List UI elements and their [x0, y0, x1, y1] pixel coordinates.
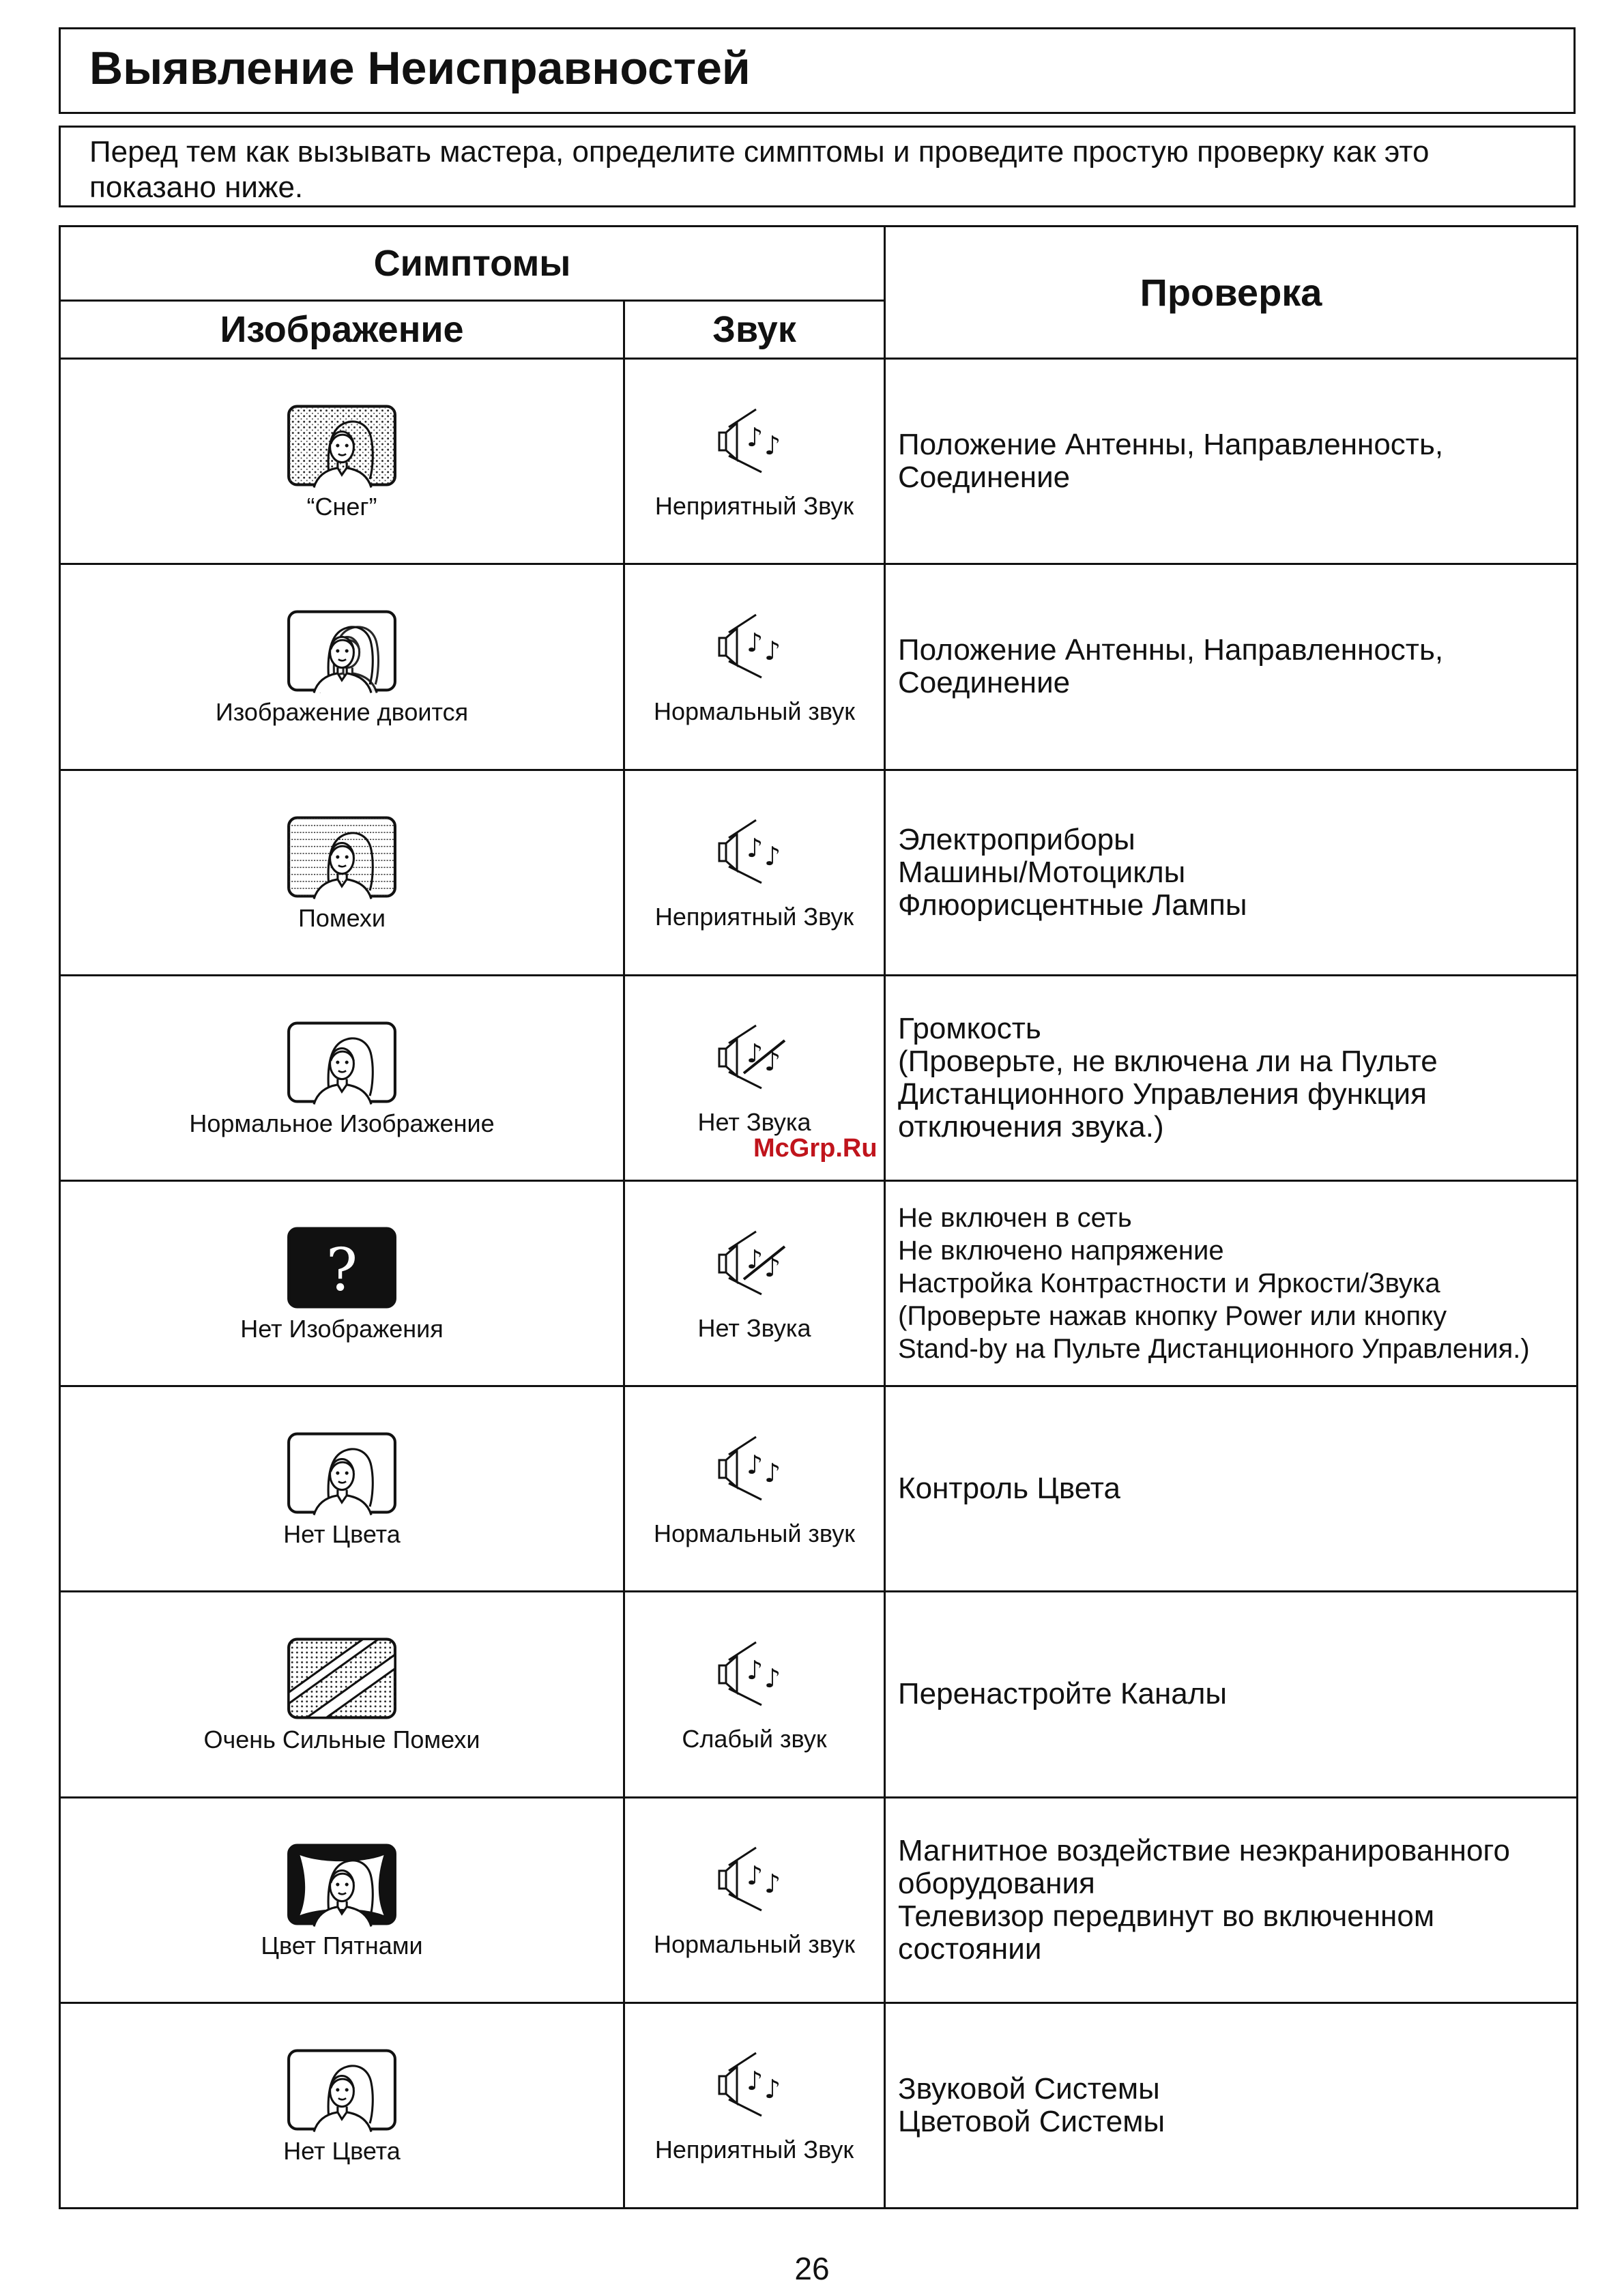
sound-cell [624, 770, 885, 975]
check-cell [885, 770, 1578, 975]
table-row [60, 2002, 1578, 2208]
svg-text:♪: ♪ [746, 1655, 763, 1685]
sound-icon [625, 1430, 884, 1510]
table-row [60, 1386, 1578, 1592]
check-line: Соединение [898, 666, 1071, 700]
svg-text:♪: ♪ [764, 430, 781, 461]
sound-caption: Нормальный звук [653, 1930, 856, 1959]
no-picture-icon [61, 1223, 623, 1312]
check-cell [885, 564, 1578, 770]
sound-icon [625, 1635, 884, 1715]
check-line: Цветовой Системы [898, 2104, 1165, 2138]
picture-caption: Очень Сильные Помехи [203, 1725, 480, 1754]
check-line: отключения звука.) [898, 1109, 1164, 1144]
check-line: Электроприборы [898, 822, 1135, 856]
picture-caption: “Снег” [306, 493, 377, 521]
no-sound-icon [625, 1225, 884, 1305]
check-cell [885, 1797, 1578, 2002]
sound-icon [625, 608, 884, 688]
heavy-interference-picture-icon [61, 1634, 623, 1723]
watermark: McGrp.Ru [753, 1134, 878, 1163]
check-cell [885, 359, 1578, 564]
svg-text:♪: ♪ [746, 1861, 763, 1891]
sound-caption: Нормальный звук [653, 1519, 856, 1547]
sound-cell [624, 2002, 885, 2208]
picture-caption: Нет Цвета [283, 1520, 401, 1549]
picture-cell [60, 1797, 624, 2002]
sound-cell [624, 1386, 885, 1592]
colour-patches-picture-icon [61, 1840, 623, 1929]
svg-text:♪: ♪ [764, 841, 781, 872]
picture-caption: Нет Цвета [283, 2136, 401, 2165]
sound-icon [625, 813, 884, 893]
svg-text:♪: ♪ [764, 635, 781, 666]
check-line: Положение Антенны, Направленность, [898, 428, 1444, 462]
check-cell [885, 1592, 1578, 1797]
no-sound-icon [625, 1019, 884, 1098]
picture-caption: Нет Изображения [240, 1315, 444, 1343]
check-line: (Проверьте нажав кнопку Power или кнопку [898, 1301, 1447, 1332]
check-line: оборудования [898, 1866, 1095, 1900]
sound-caption: Неприятный Звук [654, 903, 854, 931]
check-line: (Проверьте, не включена ли на Пульте [898, 1044, 1438, 1078]
svg-text:♪: ♪ [746, 833, 763, 864]
picture-cell [60, 564, 624, 770]
picture-cell [60, 975, 624, 1180]
table-row [60, 359, 1578, 564]
sound-cell [624, 1592, 885, 1797]
svg-text:♪: ♪ [746, 1449, 763, 1480]
sound-caption: Неприятный Звук [654, 491, 854, 520]
picture-caption: Цвет Пятнами [261, 1931, 423, 1960]
sound-cell [624, 359, 885, 564]
page-number: 26 [794, 2251, 830, 2286]
svg-text:♪: ♪ [764, 1457, 781, 1488]
picture-header: Изображение [60, 301, 624, 359]
table-row [60, 1180, 1578, 1386]
sound-cell [624, 564, 885, 770]
check-line: Дистанционного Управления функция [898, 1077, 1427, 1111]
table-row [60, 564, 1578, 770]
check-line: Соединение [898, 461, 1071, 495]
check-header: Проверка [885, 227, 1578, 359]
title-box [59, 27, 1576, 114]
picture-cell [60, 1592, 624, 1797]
svg-text:♪: ♪ [764, 1869, 781, 1899]
normal-picture-icon [61, 1018, 623, 1107]
double-picture-icon [61, 607, 623, 695]
svg-text:♪: ♪ [746, 1244, 763, 1274]
svg-text:♪: ♪ [746, 627, 763, 658]
sound-caption: Нет Звука [697, 1108, 811, 1137]
picture-cell [60, 2002, 624, 2208]
svg-text:♪: ♪ [764, 1047, 781, 1077]
check-line: Машины/Мотоциклы [898, 855, 1186, 889]
check-line: Не включено напряжение [898, 1236, 1224, 1266]
check-line: Stand-by на Пульте Дистанционного Управления.) [898, 1334, 1530, 1365]
no-colour-picture-icon [61, 1429, 623, 1517]
check-cell [885, 1180, 1578, 1386]
svg-text:♪: ♪ [764, 1252, 781, 1283]
check-line: Флюорисцентные Лампы [898, 888, 1247, 922]
sound-caption: Слабый звук [682, 1724, 827, 1753]
sound-icon [625, 403, 884, 482]
page-title: Выявление Неисправностей [89, 42, 751, 94]
troubleshooting-table [59, 225, 1578, 2209]
interference-picture-icon [61, 813, 623, 901]
check-line: Положение Антенны, Направленность, [898, 633, 1444, 667]
sound-icon [625, 1841, 884, 1921]
svg-text:♪: ♪ [746, 1038, 763, 1069]
svg-text:♪: ♪ [746, 2066, 763, 2097]
intro-text: Перед тем как вызывать мастера, определите симптомы и проведите простую проверку как это показано ниже. [59, 126, 1576, 207]
sound-icon [625, 2046, 884, 2126]
sound-header: Звук [624, 301, 885, 359]
sound-cell [624, 1797, 885, 2002]
sound-caption: Неприятный Звук [654, 2136, 854, 2164]
picture-cell [60, 1180, 624, 1386]
check-line: Телевизор передвинут во включенном [898, 1899, 1435, 1933]
svg-text:♪: ♪ [764, 2074, 781, 2105]
svg-text:♪: ♪ [764, 1663, 781, 1693]
table-row [60, 770, 1578, 975]
check-line: Звуковой Системы [898, 2071, 1160, 2106]
check-line: Магнитное воздействие неэкранированного [898, 1833, 1510, 1867]
picture-caption: Нормальное Изображение [189, 1109, 495, 1137]
snow-picture-icon [61, 401, 623, 490]
check-line: Не включен в сеть [898, 1203, 1132, 1234]
picture-caption: Изображение двоится [215, 698, 469, 727]
check-line: Настройка Контрастности и Яркости/Звука [898, 1268, 1440, 1299]
check-line: Перенастройте Каналы [898, 1677, 1228, 1711]
no-colour-picture-icon [61, 2045, 623, 2134]
svg-text:♪: ♪ [746, 422, 763, 452]
sound-caption: Нормальный звук [653, 697, 856, 725]
symptoms-header: Симптомы [60, 227, 885, 301]
sound-cell [624, 1180, 885, 1386]
check-line: Громкость [898, 1011, 1041, 1045]
sound-caption: Нет Звука [697, 1313, 811, 1342]
check-cell [885, 1386, 1578, 1592]
check-line: Контроль Цвета [898, 1472, 1120, 1506]
check-line: состоянии [898, 1932, 1042, 1966]
svg-text:?: ? [325, 1236, 358, 1305]
check-cell [885, 975, 1578, 1180]
picture-cell [60, 770, 624, 975]
picture-cell [60, 359, 624, 564]
picture-caption: Помехи [298, 903, 386, 932]
picture-cell [60, 1386, 624, 1592]
table-row [60, 1797, 1578, 2002]
table-row [60, 1592, 1578, 1797]
check-cell [885, 2002, 1578, 2208]
